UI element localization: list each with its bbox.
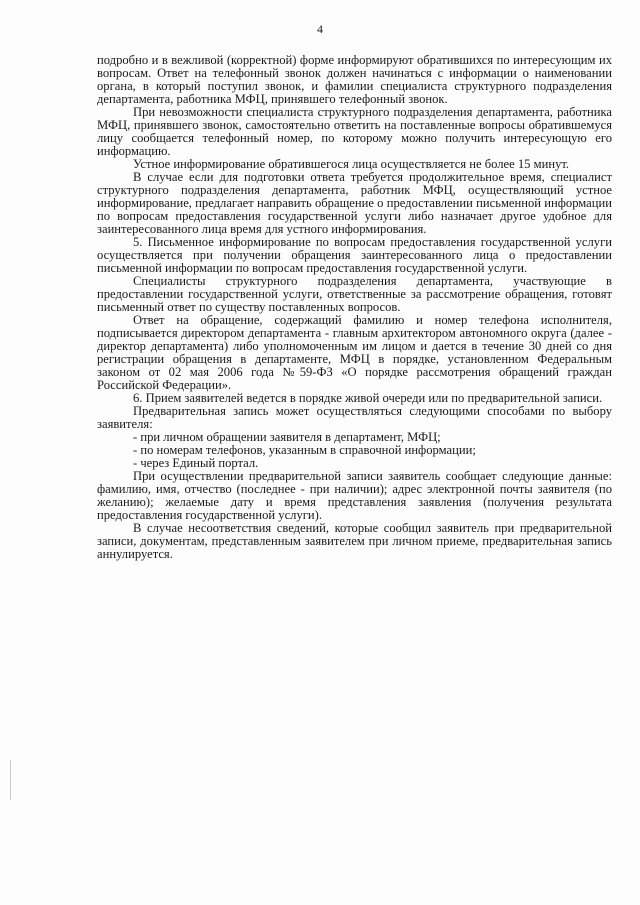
paragraph: При осуществлении предварительной записи заявитель сообщает следующие данные: фамилию, имя, отчество (последнее - при наличии); адрес электронной почты заявителя (по желанию); желаемые дату и время представления заявления (получения результата предоставления государственной услуги). (97, 469, 612, 522)
list-item: - по номерам телефонов, указанным в справочной информации; (133, 443, 476, 457)
paragraph: Предварительная запись может осуществляться следующими способами по выбору заявителя: (97, 404, 612, 431)
paragraph: Специалисты структурного подразделения департамента, участвующие в предоставлении государственной услуги, ответственные за рассмотрение обращения, готовят письменный ответ по существу поставленных вопросов. (97, 274, 612, 314)
paragraph: В случае несоответствия сведений, которые сообщил заявитель при предварительной записи, документам, представленным заявителем при личном приеме, предварительная запись аннулируется. (97, 521, 612, 561)
scan-margin-mark (10, 760, 11, 800)
paragraph: При невозможности специалиста структурного подразделения департамента, работника МФЦ, принявшего звонок, самостоятельно ответить на поставленные вопросы обратившемуся лицу сообщается телефонный номер, по которому можно получить интересующую его информацию. (97, 105, 612, 158)
document-body (97, 54, 612, 561)
paragraph: Ответ на обращение, содержащий фамилию и номер телефона исполнителя, подписывается директором департамента - главным архитектором автономного округа (далее - директор департамента) либо уполномоченным им лицом и дается в течение 30 дней со дня регистрации обращения в департаменте, МФЦ в порядке, установленном Федеральным законом от 02 мая 2006 года №59-ФЗ «О порядке рассмотрения обращений граждан Российской Федерации». (97, 313, 612, 392)
paragraph: Устное информирование обратившегося лица осуществляется не более 15 минут. (133, 157, 570, 171)
list-item: - через Единый портал. (133, 456, 259, 470)
paragraph: подробно и в вежливой (корректной) форме информируют обратившихся по интересующим их вопросам. Ответ на телефонный звонок должен начинаться с информации о наименовании органа, в который поступил звонок, и фамилии специалиста структурного подразделения департамента, работника МФЦ, принявшего телефонный звонок. (97, 53, 612, 106)
paragraph: 6. Прием заявителей ведется в порядке живой очереди или по предварительной записи. (133, 391, 603, 405)
paragraph: 5. Письменное информирование по вопросам предоставления государственной услуги осуществляется при получении обращения заинтересованного лица о предоставлении письменной информации по вопросам предоставления государственной услуги. (97, 235, 612, 275)
list-item: - при личном обращении заявителя в департамент, МФЦ; (133, 430, 441, 444)
paragraph: В случае если для подготовки ответа требуется продолжительное время, специалист структурного подразделения департамента, работник МФЦ, осуществляющий устное информирование, предлагает направить обращение о предоставлении письменной информации по вопросам предоставления государственной услуги либо назначает другое удобное для заинтересованного лица время для устного информирования. (97, 170, 612, 236)
page-number: 4 (317, 22, 323, 36)
